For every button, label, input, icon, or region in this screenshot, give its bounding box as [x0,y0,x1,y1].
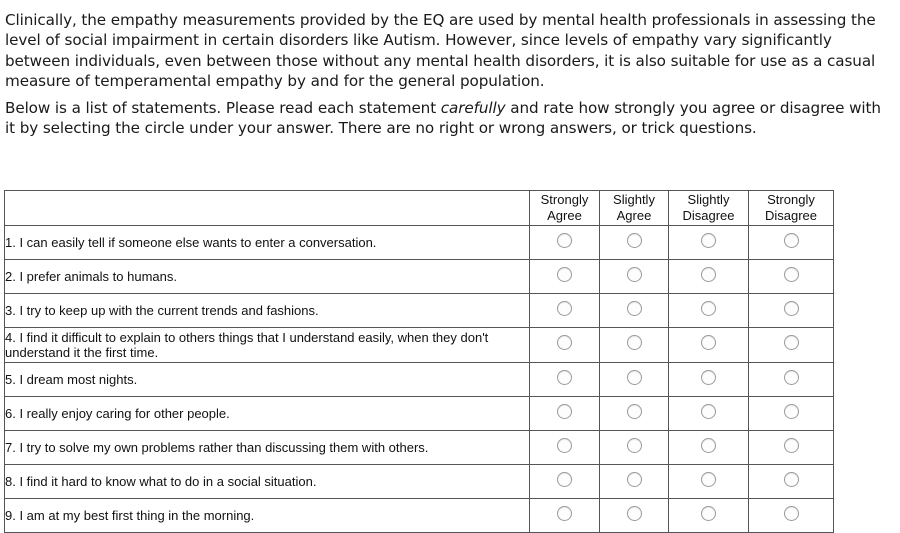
answer-cell-strongly-disagree [749,499,834,533]
answer-cell-slightly-disagree [669,465,749,499]
radio-strongly-disagree[interactable] [784,301,799,316]
radio-slightly-disagree[interactable] [701,267,716,282]
radio-strongly-disagree[interactable] [784,404,799,419]
answer-cell-strongly-disagree [749,465,834,499]
radio-slightly-disagree[interactable] [701,472,716,487]
answer-cell-strongly-agree [530,226,600,260]
intro-p2-start: Below is a list of statements. Please read each statement [5,99,441,118]
radio-strongly-agree[interactable] [557,404,572,419]
table-row [5,294,834,328]
answer-cell-slightly-agree [600,499,669,533]
radio-slightly-disagree[interactable] [701,370,716,385]
header-blank-cell [5,191,530,226]
radio-strongly-disagree[interactable] [784,233,799,248]
answer-cell-slightly-agree [600,328,669,363]
table-row [5,226,834,260]
answer-cell-slightly-disagree [669,226,749,260]
radio-slightly-agree[interactable] [627,506,642,521]
radio-slightly-agree[interactable] [627,335,642,350]
radio-strongly-agree[interactable] [557,472,572,487]
radio-strongly-disagree[interactable] [784,267,799,282]
statement-rows [5,226,834,533]
answer-cell-strongly-disagree [749,226,834,260]
answer-cell-slightly-agree [600,397,669,431]
statement-text: 3. I try to keep up with the current trends and fashions. [5,294,530,328]
table-row [5,260,834,294]
radio-strongly-disagree[interactable] [784,472,799,487]
intro-paragraph-2 [5,98,885,139]
answer-cell-strongly-agree [530,397,600,431]
radio-slightly-disagree[interactable] [701,335,716,350]
statement-text: 9. I am at my best first thing in the morning. [5,499,530,533]
table-row [5,397,834,431]
answer-cell-strongly-agree [530,363,600,397]
radio-strongly-agree[interactable] [557,233,572,248]
answer-cell-slightly-agree [600,363,669,397]
radio-strongly-disagree[interactable] [784,335,799,350]
answer-cell-strongly-disagree [749,260,834,294]
table-row [5,499,834,533]
table-row [5,328,834,363]
column-header-strongly-agree: Strongly Agree [530,191,600,226]
answer-cell-slightly-agree [600,226,669,260]
answer-cell-slightly-disagree [669,328,749,363]
table-row [5,465,834,499]
answer-cell-slightly-agree [600,431,669,465]
answer-cell-strongly-agree [530,294,600,328]
radio-strongly-agree[interactable] [557,370,572,385]
answer-cell-strongly-disagree [749,328,834,363]
radio-slightly-disagree[interactable] [701,233,716,248]
radio-strongly-disagree[interactable] [784,370,799,385]
statement-text: 8. I find it hard to know what to do in a social situation. [5,465,530,499]
answer-cell-strongly-disagree [749,363,834,397]
radio-slightly-agree[interactable] [627,301,642,316]
answer-cell-slightly-disagree [669,397,749,431]
answer-cell-strongly-agree [530,260,600,294]
answer-cell-strongly-agree [530,499,600,533]
answer-cell-strongly-disagree [749,294,834,328]
answer-cell-slightly-agree [600,465,669,499]
radio-strongly-agree[interactable] [557,301,572,316]
radio-strongly-agree[interactable] [557,335,572,350]
intro-p2-emphasis: carefully [440,99,506,118]
answer-cell-strongly-disagree [749,431,834,465]
answer-cell-slightly-disagree [669,260,749,294]
statement-text: 7. I try to solve my own problems rather than discussing them with others. [5,431,530,465]
radio-slightly-disagree[interactable] [701,404,716,419]
answer-cell-strongly-agree [530,328,600,363]
answer-cell-strongly-disagree [749,397,834,431]
radio-strongly-agree[interactable] [557,506,572,521]
statement-text: 1. I can easily tell if someone else wants to enter a conversation. [5,226,530,260]
radio-slightly-agree[interactable] [627,472,642,487]
table-row [5,363,834,397]
statement-text: 2. I prefer animals to humans. [5,260,530,294]
answer-cell-slightly-disagree [669,499,749,533]
radio-strongly-agree[interactable] [557,438,572,453]
statement-text: 4. I find it difficult to explain to others things that I understand easily, when they don't understand it the first time. [5,328,530,363]
radio-slightly-agree[interactable] [627,404,642,419]
table-row [5,431,834,465]
answer-cell-slightly-disagree [669,431,749,465]
answer-cell-slightly-disagree [669,363,749,397]
radio-slightly-disagree[interactable] [701,438,716,453]
intro-paragraph-1: Clinically, the empathy measurements provided by the EQ are used by mental health professionals in assessing the level of social impairment in certain disorders like Autism. However, since levels of empathy vary significantly between individuals, even between those without any mental health disorders, it is also suitable for use as a casual measure of temperamental empathy by and for the general population. [5,11,876,90]
eq-survey-table [4,190,834,533]
answer-cell-strongly-agree [530,431,600,465]
answer-cell-slightly-agree [600,260,669,294]
answer-cell-slightly-agree [600,294,669,328]
radio-slightly-disagree[interactable] [701,506,716,521]
column-header-strongly-disagree: Strongly Disagree [749,191,834,226]
radio-strongly-disagree[interactable] [784,438,799,453]
radio-slightly-agree[interactable] [627,267,642,282]
column-header-slightly-agree: Slightly Agree [600,191,669,226]
answer-cell-strongly-agree [530,465,600,499]
statement-text: 5. I dream most nights. [5,363,530,397]
radio-slightly-agree[interactable] [627,370,642,385]
radio-slightly-agree[interactable] [627,438,642,453]
radio-strongly-disagree[interactable] [784,506,799,521]
answer-cell-slightly-disagree [669,294,749,328]
radio-slightly-disagree[interactable] [701,301,716,316]
radio-slightly-agree[interactable] [627,233,642,248]
column-header-slightly-disagree: Slightly Disagree [669,191,749,226]
radio-strongly-agree[interactable] [557,267,572,282]
intro-text [5,10,885,146]
statement-text: 6. I really enjoy caring for other people. [5,397,530,431]
intro-p2-end: and rate how strongly you agree or disagree with it by selecting the circle under your answer. There are no right or wrong answers, or trick questions. [5,99,881,138]
